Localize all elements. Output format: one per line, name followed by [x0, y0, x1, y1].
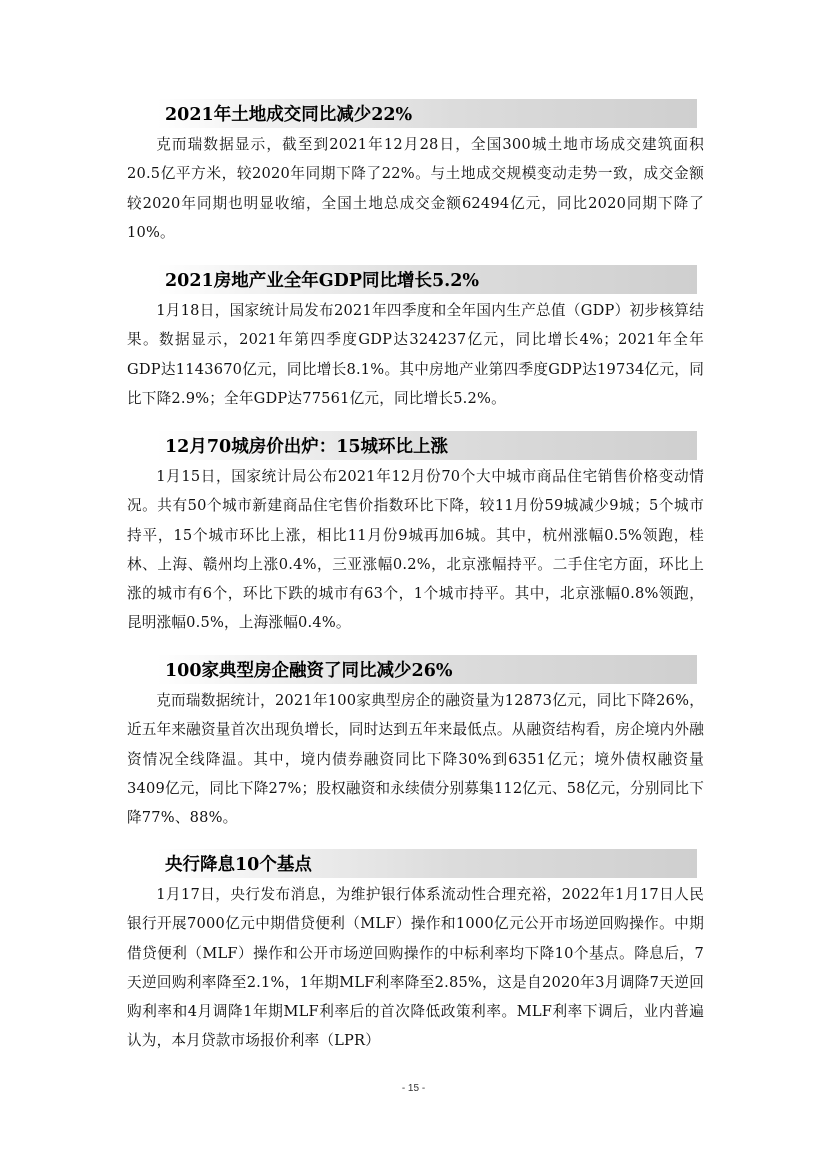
section-body: 1月17日，央行发布消息，为维护银行体系流动性合理充裕，2022年1月17日人民银行开展7000亿元中期借贷便利（MLF）操作和1000亿元公开市场逆回购操作。中期借贷便利（MLF）操作和公开市场逆回购操作的中标利率均下降10个基点。降息后，7天逆回购利率降至2.1%，1年期MLF利率降至2.85%，这是自2020年3月调降7天逆回购利率和4月调降1年期MLF利率后的首次降低政策利率。MLF利率下调后，业内普遍认为，本月贷款市场报价利率（LPR）: [127, 886, 704, 1050]
section-heading: 100家典型房企融资了同比减少26%: [165, 661, 453, 681]
section-heading-bar: [157, 849, 697, 878]
section-real-estate-gdp: [127, 265, 704, 413]
section-heading-bar: [157, 431, 697, 460]
section-heading: 2021年土地成交同比减少22%: [165, 105, 413, 125]
page-number: - 15 -: [401, 1083, 426, 1094]
section-heading: 2021房地产业全年GDP同比增长5.2%: [165, 271, 480, 291]
section-body: 1月15日，国家统计局公布2021年12月份70个大中城市商品住宅销售价格变动情况。共有50个城市新建商品住宅售价指数环比下降，较11月份59城减少9城；5个城市持平，15个城市环比上涨，相比11月份9城再加6城。其中，杭州涨幅0.5%领跑，桂林、上海、赣州均上涨0.4%，三亚涨幅0.2%，北京涨幅持平。二手住宅方面，环比上涨的城市有6个，环比下跌的城市有63个，1个城市持平。其中，北京涨幅0.8%领跑，昆明涨幅0.5%，上海涨幅0.4%。: [127, 468, 704, 632]
section-70-city-prices: [127, 431, 704, 638]
section-heading: 12月70城房价出炉：15城环比上涨: [165, 437, 449, 457]
section-heading-bar: [157, 265, 697, 294]
section-land-transactions: [127, 99, 704, 247]
section-body: 克而瑞数据统计，2021年100家典型房企的融资量为12873亿元，同比下降26%，近五年来融资量首次出现负增长，同时达到五年来最低点。从融资结构看，房企境内外融资情况全线降温。其中，境内债券融资同比下降30%到6351亿元；境外债权融资量3409亿元，同比下降27%；股权融资和永续债分别募集112亿元、58亿元，分别同比下降77%、88%。: [127, 692, 705, 827]
section-heading-bar: [157, 655, 697, 684]
section-rate-cut: [127, 849, 704, 1056]
section-body: 1月18日，国家统计局发布2021年四季度和全年国内生产总值（GDP）初步核算结果。数据显示，2021年第四季度GDP达324237亿元，同比增长4%；2021年全年GDP达1143670亿元，同比增长8.1%。其中房地产业第四季度GDP达19734亿元，同比下降2.9%；全年GDP达77561亿元，同比增长5.2%。: [127, 302, 704, 407]
section-heading-bar: [157, 99, 697, 128]
section-heading: 央行降息10个基点: [165, 855, 312, 875]
section-developer-financing: [127, 655, 704, 832]
section-body: 克而瑞数据显示，截至到2021年12月28日，全国300城土地市场成交建筑面积20.5亿平方米，较2020年同期下降了22%。与土地成交规模变动走势一致，成交金额较2020年同期也明显收缩，全国土地总成交金额62494亿元，同比2020同期下降了10%。: [127, 136, 704, 241]
